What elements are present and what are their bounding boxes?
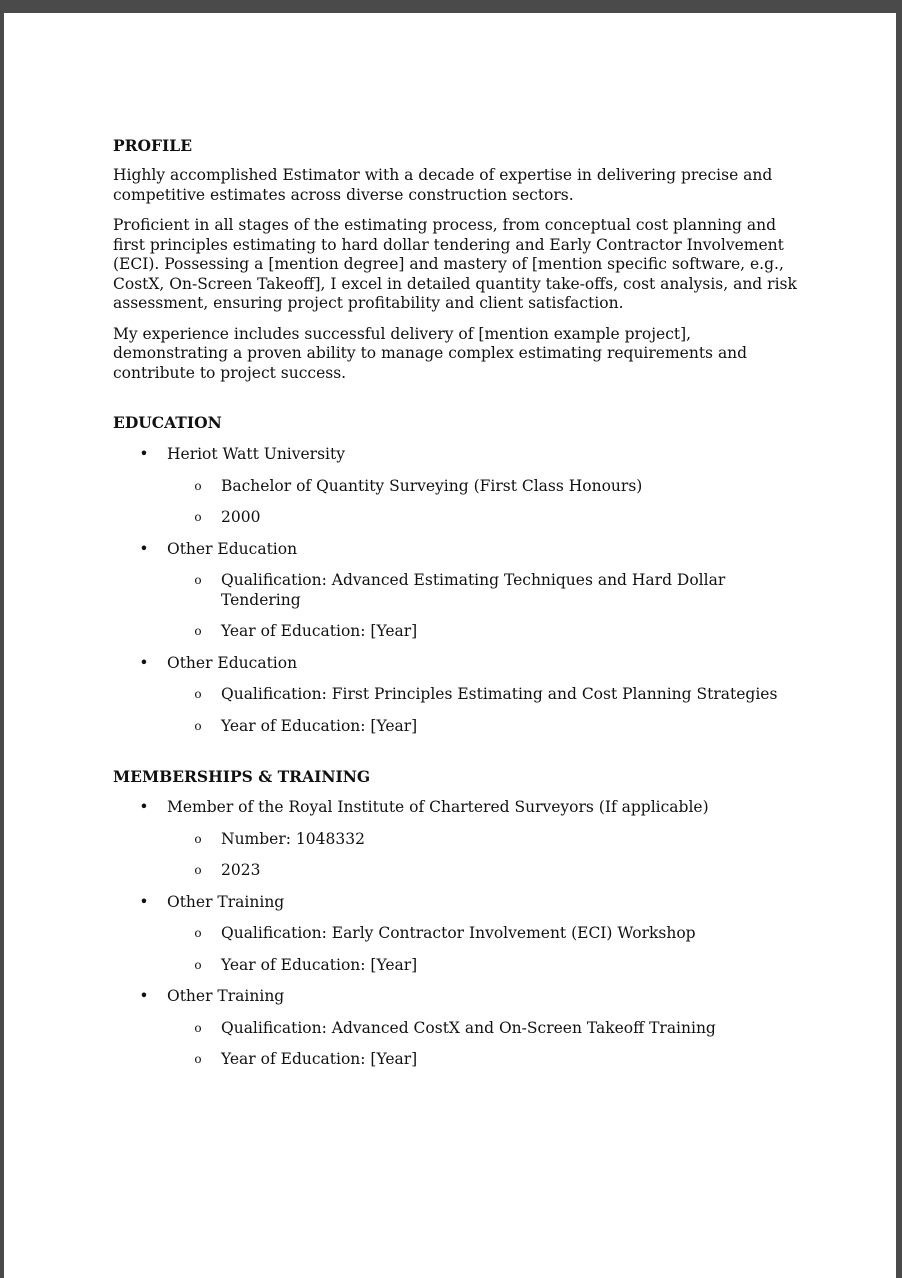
- profile-heading: PROFILE: [113, 136, 193, 155]
- education-subitem-text: Year of Education: [Year]: [221, 716, 418, 735]
- membership-sublist: [167, 830, 803, 881]
- profile-paragraph-2: Proficient in all stages of the estimating process, from conceptual cost planning and first principles estimating to hard dollar tendering and Early Contractor Involvement (ECI). Possessing a [mention degree] and mastery of [mention specific software, e.g., CostX, On-Screen Takeoff], I excel in detailed quantity take-offs, cost analysis, and risk assessment, ensuring project profitability and client satisfaction.: [113, 216, 797, 312]
- education-subitem: [113, 622, 803, 642]
- page-content: [113, 121, 803, 1070]
- membership-item: [113, 987, 803, 1070]
- education-item: [113, 445, 803, 528]
- memberships-list: [113, 798, 803, 1070]
- membership-subitem: [113, 924, 803, 944]
- sub-bullet-icon: o: [194, 478, 202, 493]
- sub-bullet-icon: o: [194, 1020, 202, 1035]
- profile-paragraph-1: Highly accomplished Estimator with a decade of expertise in delivering precise and competitive estimates across diverse construction sectors.: [113, 166, 773, 204]
- education-item-label: Heriot Watt University: [167, 445, 345, 463]
- sub-bullet-icon: o: [194, 863, 202, 877]
- education-item: [113, 540, 803, 642]
- sub-bullet-icon: o: [194, 957, 202, 972]
- membership-subitem-text: Qualification: Advanced CostX and On-Screen Takeoff Training: [221, 1018, 716, 1037]
- education-subitem: [113, 508, 803, 528]
- education-subitem-text: 2000: [221, 508, 261, 526]
- bullet-icon: •: [139, 445, 149, 463]
- membership-subitem-text: Year of Education: [Year]: [221, 1050, 418, 1068]
- education-item: [113, 654, 803, 737]
- membership-item-label: Member of the Royal Institute of Chartered Surveyors (If applicable): [167, 798, 709, 816]
- bullet-icon: •: [139, 539, 149, 558]
- education-subitem: [113, 685, 803, 705]
- membership-subitem-text: 2023: [221, 861, 261, 879]
- memberships-heading: MEMBERSHIPS & TRAINING: [113, 767, 371, 786]
- bullet-icon: •: [139, 892, 149, 911]
- membership-subitem-text: Qualification: Early Contractor Involvement (ECI) Workshop: [221, 924, 696, 942]
- education-sublist: [167, 685, 803, 736]
- education-subitem: [113, 571, 803, 610]
- education-sublist: [167, 477, 803, 528]
- education-item-label: Other Education: [167, 653, 298, 672]
- membership-sublist: [167, 924, 803, 975]
- education-subitem-text: Bachelor of Quantity Surveying (First Class Honours): [221, 476, 643, 495]
- sub-bullet-icon: o: [194, 510, 202, 524]
- bullet-icon: •: [139, 987, 149, 1005]
- membership-subitem: [113, 861, 803, 881]
- membership-item: [113, 893, 803, 976]
- sub-bullet-icon: o: [194, 1052, 202, 1066]
- education-heading: EDUCATION: [113, 413, 222, 432]
- education-subitem: [113, 477, 803, 497]
- membership-subitem: [113, 830, 803, 850]
- membership-subitem: [113, 956, 803, 976]
- membership-subitem-text: Year of Education: [Year]: [221, 955, 418, 974]
- education-subitem-text: Qualification: First Principles Estimating and Cost Planning Strategies: [221, 685, 778, 703]
- sub-bullet-icon: o: [194, 573, 202, 587]
- membership-subitem-text: Number: 1048332: [221, 829, 365, 848]
- education-list: [113, 445, 803, 736]
- profile-paragraph-3: My experience includes successful delivery of [mention example project], demonstrating a proven ability to manage complex estimating requirements and contribute to project success.: [113, 324, 748, 382]
- document-page: [4, 13, 896, 1278]
- education-sublist: [167, 571, 803, 642]
- education-subitem-text: Qualification: Advanced Estimating Techniques and Hard Dollar Tendering: [221, 571, 726, 609]
- sub-bullet-icon: o: [194, 926, 202, 940]
- bullet-icon: •: [139, 798, 149, 816]
- sub-bullet-icon: o: [194, 831, 202, 846]
- bullet-icon: •: [139, 653, 149, 672]
- education-subitem: [113, 717, 803, 737]
- sub-bullet-icon: o: [194, 624, 202, 638]
- membership-item-label: Other Training: [167, 987, 285, 1005]
- sub-bullet-icon: o: [194, 718, 202, 733]
- education-item-label: Other Education: [167, 539, 298, 558]
- membership-sublist: [167, 1019, 803, 1070]
- membership-item: [113, 798, 803, 881]
- education-subitem-text: Year of Education: [Year]: [221, 622, 418, 640]
- membership-item-label: Other Training: [167, 892, 285, 911]
- sub-bullet-icon: o: [194, 687, 202, 701]
- membership-subitem: [113, 1050, 803, 1070]
- membership-subitem: [113, 1019, 803, 1039]
